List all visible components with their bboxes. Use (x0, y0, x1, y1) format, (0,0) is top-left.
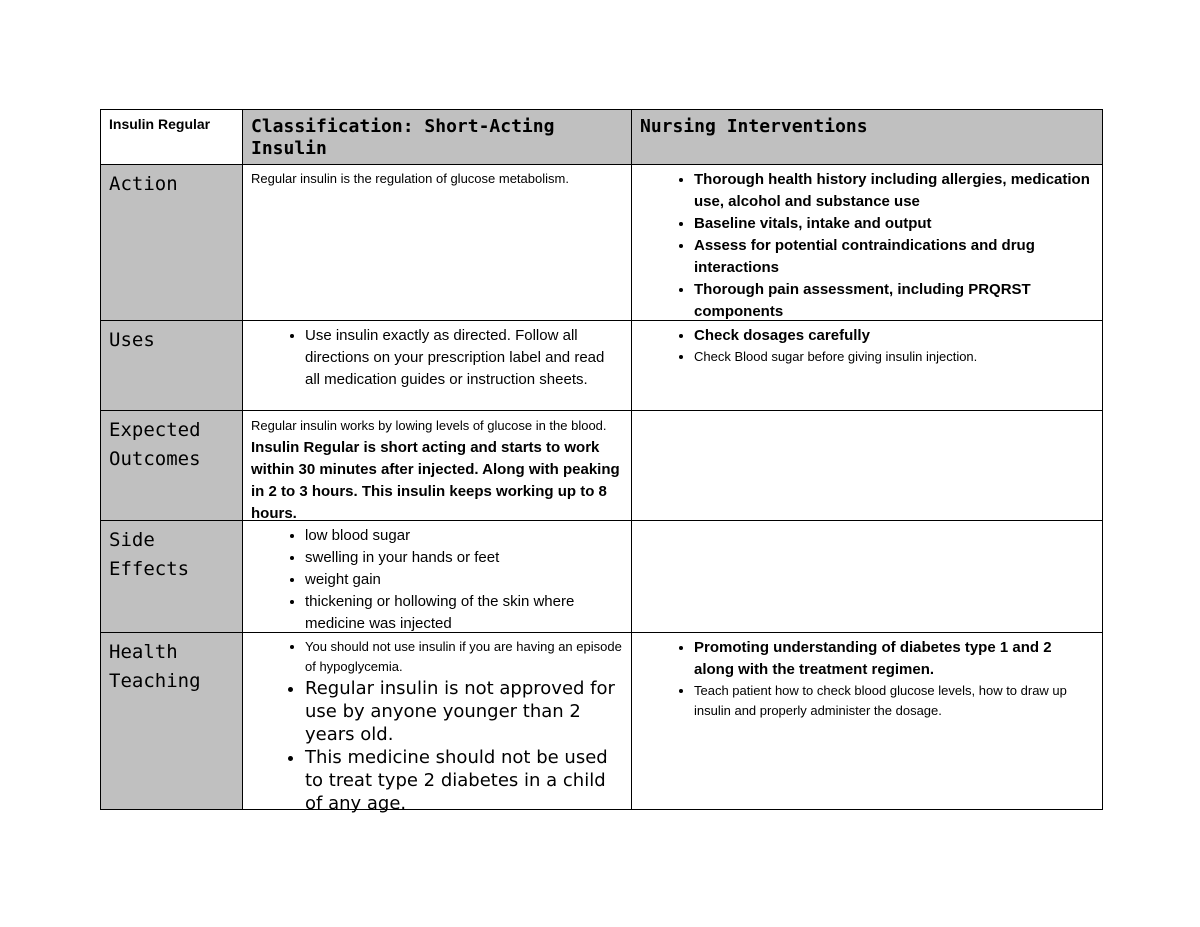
outcomes-text-bold: Insulin Regular is short acting and starts to work within 30 minutes after injected. Along with peaking in 2 to 3 hours. This insulin keeps working up to 8 hours. (251, 439, 620, 522)
uses-label: Uses (101, 321, 243, 410)
drug-card-table (100, 109, 1103, 814)
list-item: • Regular insulin is not approved for use by anyone younger than 2 years old. (305, 677, 623, 746)
list-item: • weight gain (305, 569, 623, 591)
list-item: • swelling in your hands or feet (305, 547, 623, 569)
list-item: • This medicine should not be used to treat type 2 diabetes in a child of any age. (305, 746, 623, 815)
action-nursing-cell (632, 165, 1102, 320)
list-item: • Check Blood sugar before giving insulin injection. (694, 347, 1094, 367)
teaching-label: Health Teaching (101, 633, 243, 809)
action-nursing-list (640, 169, 1094, 323)
uses-nursing-list (640, 325, 1094, 367)
side-effects-list (251, 525, 623, 635)
side-effects-label: Side Effects (101, 521, 243, 632)
drug-name-cell (101, 110, 243, 164)
side-effects-row (101, 520, 1102, 632)
action-row (101, 164, 1102, 320)
teaching-cell (243, 633, 632, 814)
list-item: • Baseline vitals, intake and output (694, 213, 1094, 235)
classification-header: Classification: Short-Acting Insulin (243, 110, 632, 164)
teaching-nursing-cell (632, 633, 1102, 809)
uses-nursing-cell (632, 321, 1102, 410)
list-item: • Thorough pain assessment, including PRQRST components (694, 279, 1094, 323)
side-effects-cell (243, 521, 632, 632)
teaching-nursing-list (640, 637, 1094, 721)
list-item: • Thorough health history including allergies, medication use, alcohol and substance use (694, 169, 1094, 213)
outcomes-label: Expected Outcomes (101, 411, 243, 520)
teaching-list (251, 637, 623, 815)
outcomes-cell (243, 411, 632, 520)
header-row (101, 110, 1102, 164)
teaching-row (101, 632, 1102, 814)
uses-list (251, 325, 623, 391)
uses-cell (243, 321, 632, 410)
nursing-interventions-header: Nursing Interventions (632, 110, 1102, 164)
uses-row (101, 320, 1102, 410)
list-item: • Assess for potential contraindications and drug interactions (694, 235, 1094, 279)
outcomes-text-small: Regular insulin works by lowing levels of glucose in the blood. (251, 418, 607, 433)
list-item: • You should not use insulin if you are having an episode of hypoglycemia. (305, 637, 623, 677)
outcomes-nursing-cell (632, 411, 1102, 520)
list-item: • low blood sugar (305, 525, 623, 547)
list-item: • Promoting understanding of diabetes type 1 and 2 along with the treatment regimen. (694, 637, 1094, 681)
side-effects-nursing-cell (632, 521, 1102, 632)
drug-name: Insulin Regular (109, 116, 211, 132)
list-item: • Check dosages carefully (694, 325, 1094, 347)
action-label: Action (101, 165, 243, 320)
list-item: • Use insulin exactly as directed. Follow all directions on your prescription label and read all medication guides or instruction sheets. (305, 325, 623, 391)
list-item: • thickening or hollowing of the skin where medicine was injected (305, 591, 623, 635)
action-text: Regular insulin is the regulation of glucose metabolism. (243, 165, 632, 320)
outcomes-row (101, 410, 1102, 520)
list-item: • Teach patient how to check blood glucose levels, how to draw up insulin and properly administer the dosage. (694, 681, 1094, 721)
